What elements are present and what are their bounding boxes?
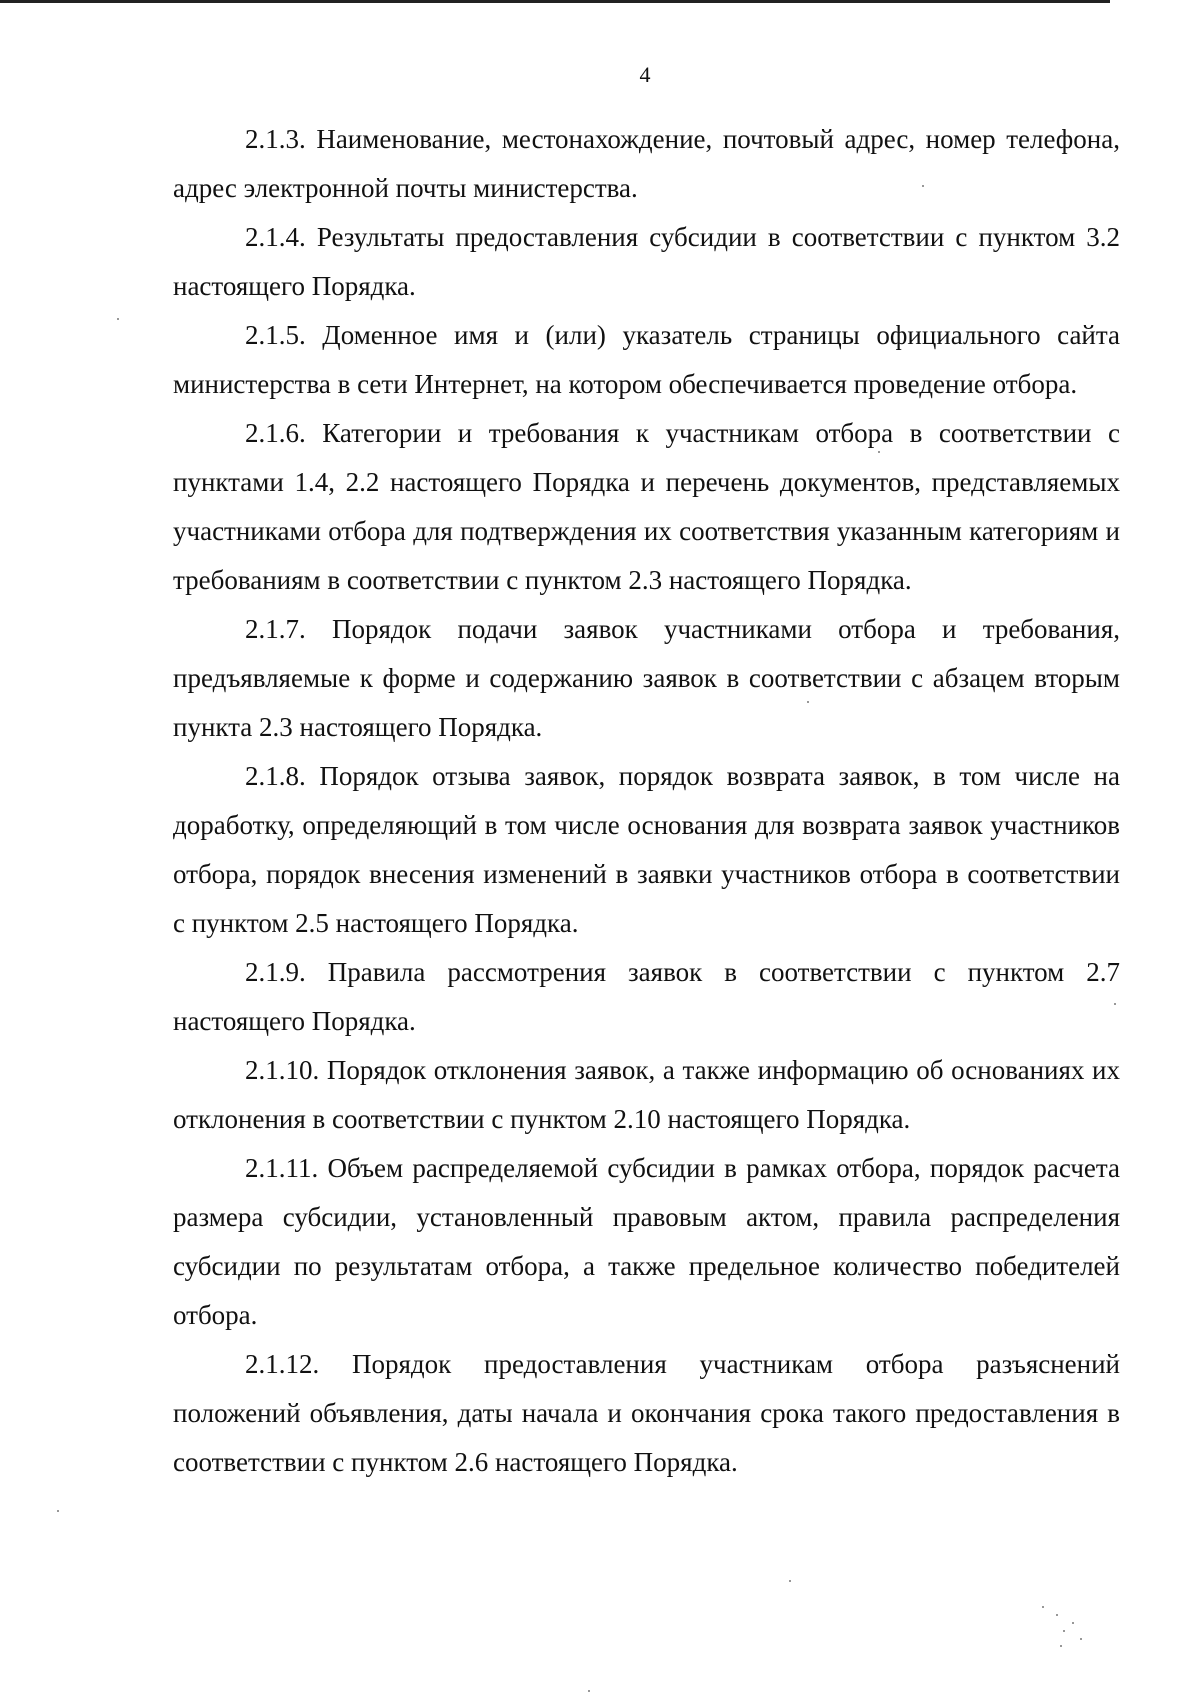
- document-body: [173, 115, 1120, 1487]
- paragraph-2-1-5: 2.1.5. Доменное имя и (или) указатель страницы официального сайта министерства в сети Интернет, на котором обеспечивается проведение отбора.: [173, 320, 1120, 399]
- page-number: 4: [639, 62, 651, 87]
- paragraph-2-1-8: 2.1.8. Порядок отзыва заявок, порядок возврата заявок, в том числе на доработку, определяющий в том числе основания для возврата заявок участников отбора, порядок внесения изменений в заявки участников отбора в соответствии с пунктом 2.5 настоящего Порядка.: [173, 761, 1120, 938]
- scan-speckle: [1080, 1638, 1082, 1640]
- paragraph-2-1-11: 2.1.11. Объем распределяемой субсидии в рамках отбора, порядок расчета размера субсидии, установленный правовым актом, правила распределения субсидии по результатам отбора, а также предельное количество победителей отбора.: [173, 1153, 1120, 1330]
- paragraph-2-1-4: 2.1.4. Результаты предоставления субсидии в соответствии с пунктом 3.2 настоящего Порядка.: [173, 222, 1120, 301]
- paragraph-2-1-12: 2.1.12. Порядок предоставления участникам отбора разъяснений положений объявления, даты начала и окончания срока такого предоставления в соответствии с пунктом 2.6 настоящего Порядка.: [173, 1349, 1120, 1477]
- scan-speckle: [789, 1580, 791, 1582]
- scan-speckle: [1060, 1645, 1062, 1647]
- scan-speckle: [807, 701, 809, 703]
- paragraph-2-1-10: 2.1.10. Порядок отклонения заявок, а также информацию об основаниях их отклонения в соответствии с пунктом 2.10 настоящего Порядка.: [173, 1055, 1120, 1134]
- paragraph-2-1-6: 2.1.6. Категории и требования к участникам отбора в соответствии с пунктами 1.4, 2.2 настоящего Порядка и перечень документов, представляемых участниками отбора для подтверждения их соответствия указанным категориям и требованиям в соответствии с пунктом 2.3 настоящего Порядка.: [173, 418, 1120, 595]
- scan-speckle: [57, 1510, 59, 1512]
- scan-speckle: [1056, 1614, 1058, 1616]
- scan-speckle: [878, 451, 880, 453]
- paragraph-2-1-7: 2.1.7. Порядок подачи заявок участниками отбора и требования, предъявляемые к форме и содержанию заявок в соответствии с абзацем вторым пункта 2.3 настоящего Порядка.: [173, 614, 1120, 742]
- scan-speckle: [1063, 1630, 1065, 1632]
- scan-speckle: [117, 318, 119, 320]
- scan-speckle: [1114, 1003, 1116, 1005]
- paragraph-2-1-9: 2.1.9. Правила рассмотрения заявок в соответствии с пунктом 2.7 настоящего Порядка.: [173, 957, 1120, 1036]
- scan-top-edge: [0, 0, 1110, 3]
- paragraph-2-1-3: 2.1.3. Наименование, местонахождение, почтовый адрес, номер телефона, адрес электронной почты министерства.: [173, 124, 1120, 203]
- scan-speckle: [922, 185, 924, 187]
- scan-speckle: [588, 1690, 590, 1692]
- scan-speckle: [1072, 1622, 1074, 1624]
- scan-speckle: [1042, 1606, 1044, 1608]
